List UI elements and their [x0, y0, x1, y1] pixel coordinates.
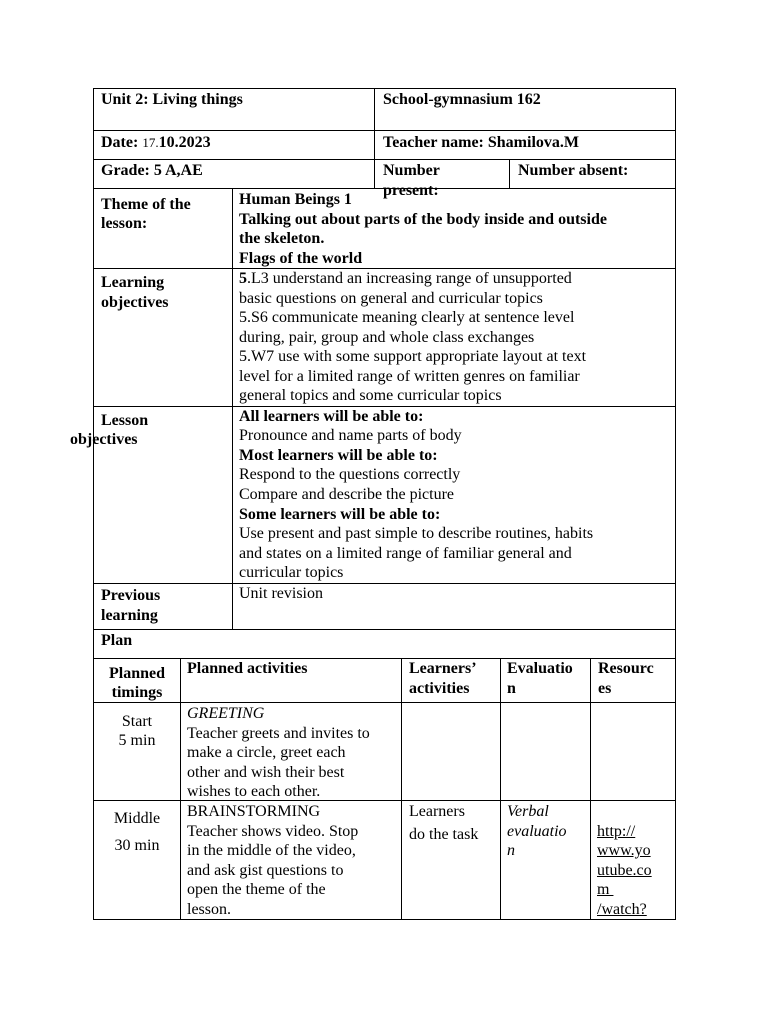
lesson-objective-line-8: and states on a limited range of familiar general and	[239, 545, 572, 562]
previous-learning-label-1: Previous	[101, 587, 161, 604]
row-start-evaluation	[500, 702, 591, 801]
grade-text: Grade: 5 A,AE	[101, 162, 203, 179]
theme-label-1: Theme of the	[101, 196, 191, 213]
most-learners-heading: Most learners will be able to:	[239, 447, 438, 464]
learners-line-2: do the task	[409, 826, 479, 843]
resource-link-line-2[interactable]: www.yo	[597, 842, 651, 859]
previous-learning-value: Unit revision	[239, 585, 323, 602]
row-start-learners	[401, 702, 501, 801]
theme-line-4: Flags of the world	[239, 250, 363, 267]
learning-objective-line-5: 5.W7 use with some support appropriate layout at text	[239, 348, 587, 365]
greeting-line-2: Teacher greets and invites to	[187, 725, 370, 742]
date-cell	[93, 130, 375, 160]
school-name: School-gymnasium 162	[383, 91, 541, 108]
header-planned-activities	[180, 658, 402, 703]
theme-line-1: Human Beings 1	[239, 191, 352, 208]
learning-objectives-label-1: Learning	[101, 274, 165, 291]
middle-duration: 30 min	[114, 837, 160, 854]
resource-link-line-4[interactable]: m	[597, 881, 614, 898]
header-evaluation-2: n	[507, 680, 516, 697]
lesson-objectives-label-1: Lesson	[101, 412, 149, 429]
row-middle-resources	[590, 800, 676, 920]
previous-learning-label-2: learning	[101, 607, 158, 624]
brainstorming-line-5: open the theme of the	[187, 881, 326, 898]
lesson-objectives-label-cell	[70, 406, 233, 584]
learning-objectives-label-2: objectives	[101, 294, 169, 311]
learning-objective-line-2: basic questions on general and curricular topics	[239, 290, 543, 307]
unit-cell	[93, 88, 375, 131]
row-middle-timing	[93, 800, 181, 920]
header-planned-timings	[93, 658, 181, 703]
grade-cell	[93, 159, 375, 189]
theme-value-cell	[232, 188, 676, 269]
evaluation-line-3: n	[507, 842, 515, 859]
lesson-objective-line-2: Pronounce and name parts of body	[239, 427, 462, 444]
row-start-activities	[180, 702, 402, 801]
previous-learning-label-cell	[93, 583, 233, 630]
row-start-timing	[93, 702, 181, 801]
date-text	[101, 133, 211, 153]
header-evaluation	[500, 658, 591, 703]
plan-label: Plan	[101, 632, 133, 649]
previous-learning-value-cell	[232, 583, 676, 630]
number-present-cell	[374, 159, 510, 199]
lesson-objectives-label-2: objectives	[70, 431, 138, 448]
lesson-objectives-value-cell	[232, 406, 676, 584]
row-middle-activities	[180, 800, 402, 920]
header-learners-2: activities	[409, 680, 470, 697]
header-resources-2: es	[598, 680, 612, 697]
row-start-resources	[590, 702, 676, 801]
number-absent-label: Number absent:	[518, 162, 629, 179]
plan-cell	[93, 629, 676, 659]
date-month-year: 10.2023	[158, 134, 211, 151]
unit-title: Unit 2: Living things	[101, 91, 243, 108]
objective-number: 5	[239, 270, 247, 287]
header-timings-2: timings	[111, 684, 163, 701]
date-label: Date:	[101, 134, 143, 151]
learning-objectives-value-cell	[232, 268, 676, 407]
learning-objectives-label-cell	[93, 268, 233, 407]
school-cell	[374, 88, 676, 131]
learning-objective-line-7: general topics and some curricular topics	[239, 387, 502, 404]
lesson-objective-line-5: Compare and describe the picture	[239, 486, 455, 503]
resource-link-line-3[interactable]: utube.co	[597, 862, 652, 879]
brainstorming-line-6: lesson.	[187, 901, 231, 918]
row-middle-evaluation	[500, 800, 591, 920]
row-middle-learners	[401, 800, 501, 920]
header-timings-1: Planned	[108, 665, 165, 682]
start-duration: 5 min	[118, 732, 156, 749]
header-evaluation-1: Evaluatio	[507, 660, 573, 677]
middle-label: Middle	[113, 810, 161, 827]
number-absent-cell	[509, 159, 676, 189]
lesson-objective-line-7: Use present and past simple to describe routines, habits	[239, 525, 594, 542]
resource-link-line-1[interactable]: http://	[597, 823, 636, 840]
greeting-line-5: wishes to each other.	[187, 783, 321, 800]
theme-label-2: lesson:	[101, 215, 148, 232]
all-learners-heading: All learners will be able to:	[239, 408, 424, 425]
number-present-label: Number present:	[383, 162, 440, 199]
teacher-name: Teacher name: Shamilova.M	[383, 134, 579, 151]
brainstorming-title: BRAINSTORMING	[187, 803, 321, 820]
evaluation-line-2: evaluatio	[507, 823, 567, 840]
header-resources-1: Resourc	[598, 660, 654, 677]
header-learners-activities	[401, 658, 501, 703]
some-learners-heading: Some learners will be able to:	[239, 506, 441, 523]
lesson-objective-line-9: curricular topics	[239, 564, 344, 581]
header-learners-1: Learners’	[409, 660, 477, 677]
theme-line-2: Talking out about parts of the body inside and outside	[239, 211, 607, 228]
objective-text: .L3 understand an increasing range of unsupported	[247, 270, 572, 287]
greeting-title: GREETING	[187, 705, 265, 722]
learning-objective-line-6: level for a limited range of written genres on familiar	[239, 368, 580, 385]
lesson-objective-line-4: Respond to the questions correctly	[239, 466, 461, 483]
greeting-line-3: make a circle, greet each	[187, 744, 346, 761]
theme-line-3: the skeleton.	[239, 230, 325, 247]
learners-line-1: Learners	[409, 803, 465, 820]
learning-objective-line-1	[239, 269, 572, 289]
start-label: Start	[121, 713, 153, 730]
resource-link-line-5[interactable]: /watch?	[597, 901, 647, 918]
brainstorming-line-2: Teacher shows video. Stop	[187, 823, 359, 840]
brainstorming-line-4: and ask gist questions to	[187, 862, 344, 879]
header-resources	[590, 658, 676, 703]
evaluation-line-1: Verbal	[507, 803, 549, 820]
theme-label-cell	[93, 188, 233, 269]
learning-objective-line-3: 5.S6 communicate meaning clearly at sentence level	[239, 309, 575, 326]
greeting-line-4: other and wish their best	[187, 764, 345, 781]
teacher-cell	[374, 130, 676, 160]
learning-objective-line-4: during, pair, group and whole class exchanges	[239, 329, 535, 346]
header-activities: Planned activities	[187, 660, 308, 677]
brainstorming-line-3: in the middle of the video,	[187, 842, 356, 859]
date-day: 17.	[142, 135, 159, 150]
